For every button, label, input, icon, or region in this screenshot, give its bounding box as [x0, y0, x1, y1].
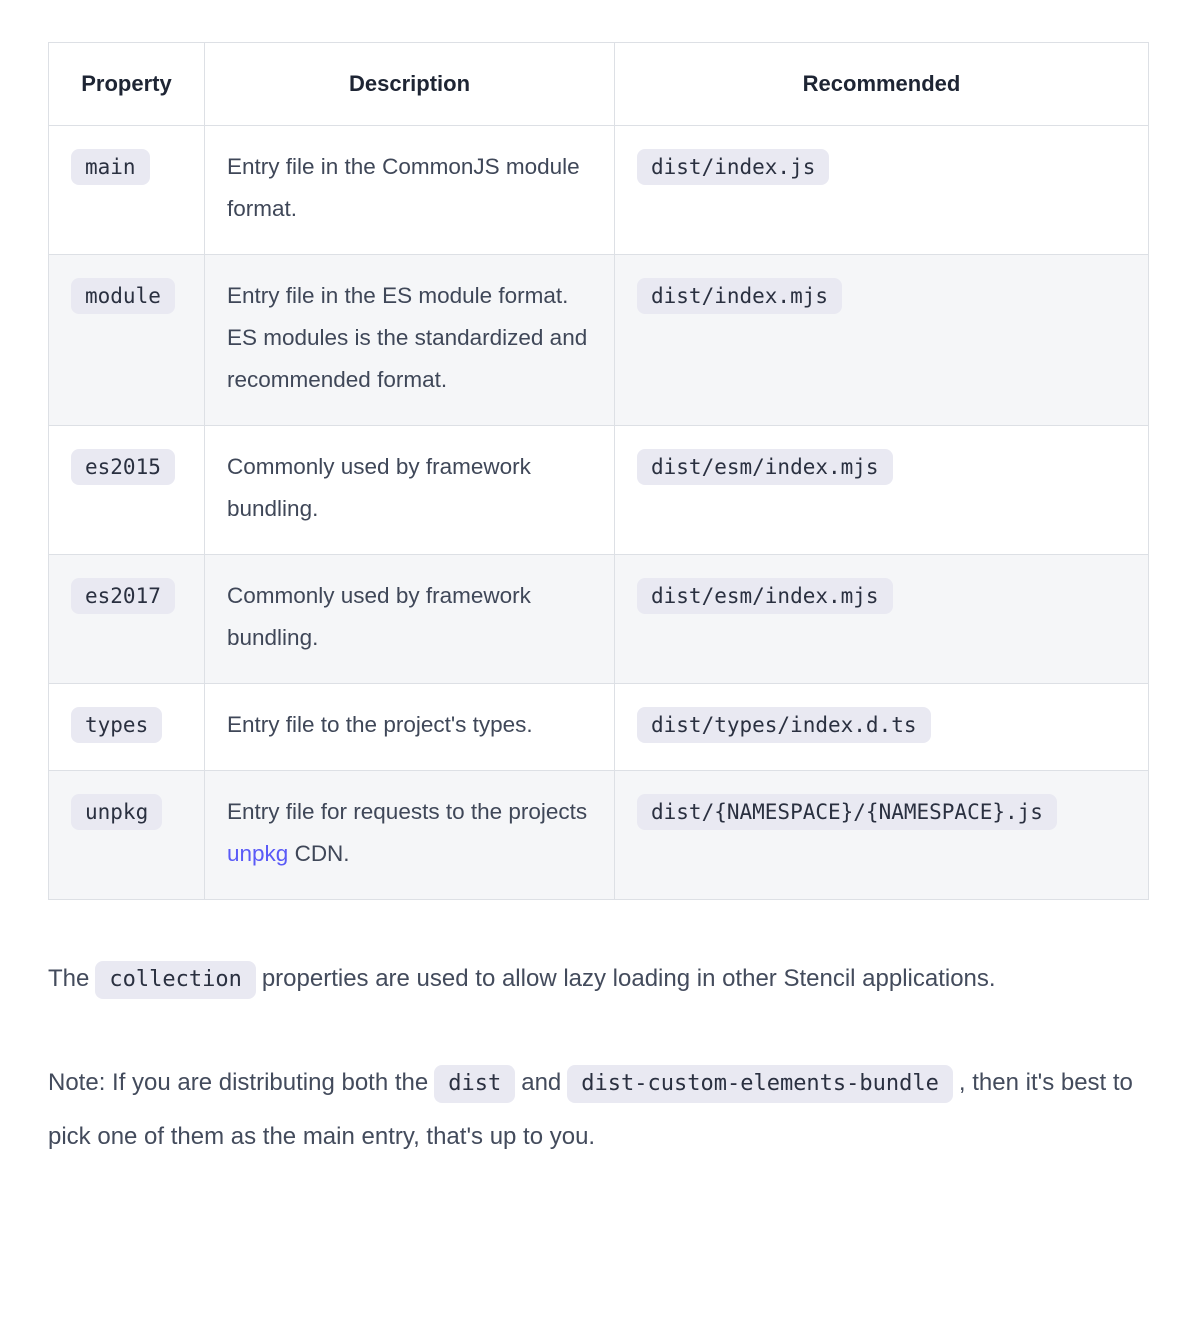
recommended-cell [615, 255, 1149, 426]
recommended-cell [615, 771, 1149, 900]
recommended-cell [615, 126, 1149, 255]
table-header [49, 43, 1149, 126]
table-header-row [49, 43, 1149, 126]
unpkg-link[interactable]: unpkg [227, 841, 289, 866]
table-row [49, 426, 1149, 555]
recommended-cell [615, 684, 1149, 771]
property-cell [49, 771, 205, 900]
column-header-description: Description [205, 43, 615, 126]
column-header-recommended: Recommended [615, 43, 1149, 126]
description-cell: Entry file in the ES module format. ES modules is the standardized and recommended format. [205, 255, 615, 426]
property-code-chip: es2017 [71, 578, 175, 614]
paragraph: Note: If you are distributing both the dist and dist-custom-elements-bundle , then it's best to pick one of them as the main entry, that's up to you. [48, 1056, 1148, 1164]
description-cell: Entry file for requests to the projects unpkg CDN. [205, 771, 615, 900]
table-row [49, 684, 1149, 771]
recommended-code-chip: dist/esm/index.mjs [637, 578, 893, 614]
recommended-cell [615, 426, 1149, 555]
inline-code-chip: dist [434, 1065, 515, 1103]
inline-code-chip: dist-custom-elements-bundle [567, 1065, 953, 1103]
description-cell: Entry file in the CommonJS module format. [205, 126, 615, 255]
property-code-chip: es2015 [71, 449, 175, 485]
recommended-cell [615, 555, 1149, 684]
property-code-chip: unpkg [71, 794, 162, 830]
body-paragraphs [48, 952, 1148, 1164]
column-header-property: Property [49, 43, 205, 126]
paragraph: The collection properties are used to allow lazy loading in other Stencil applications. [48, 952, 1148, 1006]
property-cell [49, 255, 205, 426]
recommended-code-chip: dist/types/index.d.ts [637, 707, 931, 743]
property-code-chip: types [71, 707, 162, 743]
description-cell: Entry file to the project's types. [205, 684, 615, 771]
table-row [49, 555, 1149, 684]
description-cell: Commonly used by framework bundling. [205, 426, 615, 555]
package-properties-table [48, 42, 1149, 900]
property-cell [49, 555, 205, 684]
table-body [49, 126, 1149, 900]
description-cell: Commonly used by framework bundling. [205, 555, 615, 684]
property-code-chip: main [71, 149, 150, 185]
table-row [49, 126, 1149, 255]
recommended-code-chip: dist/index.mjs [637, 278, 842, 314]
property-code-chip: module [71, 278, 175, 314]
recommended-code-chip: dist/esm/index.mjs [637, 449, 893, 485]
property-cell [49, 126, 205, 255]
table-row [49, 255, 1149, 426]
recommended-code-chip: dist/index.js [637, 149, 829, 185]
recommended-code-chip: dist/{NAMESPACE}/{NAMESPACE}.js [637, 794, 1057, 830]
property-cell [49, 684, 205, 771]
property-cell [49, 426, 205, 555]
inline-code-chip: collection [95, 961, 255, 999]
table-row [49, 771, 1149, 900]
